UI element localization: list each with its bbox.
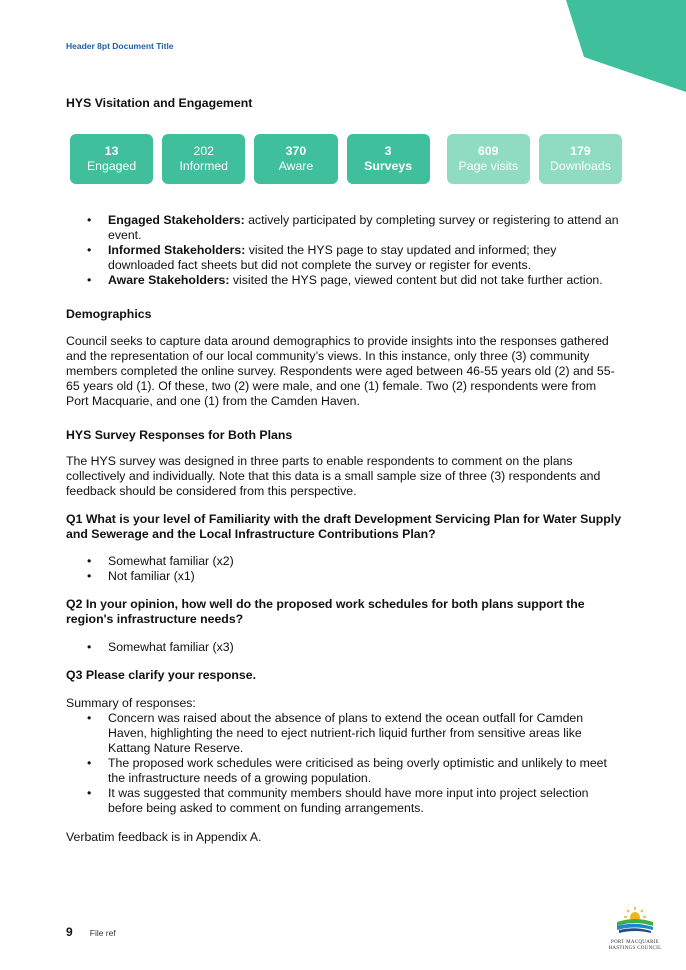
stat-value: 3 <box>384 144 392 158</box>
stat-value: 202 <box>193 144 215 158</box>
definition-text: actively participated by completing survey or registering to attend an event. <box>108 213 619 242</box>
list-item: • It was suggested that community members should have more input into project selection before being asked to comment on funding arrangements. <box>108 786 622 816</box>
visitation-heading: HYS Visitation and Engagement <box>66 96 253 110</box>
list-item: • Not familiar (x1) <box>108 569 622 584</box>
file-ref: File ref <box>89 928 116 938</box>
council-logo <box>598 905 672 952</box>
stat-value: 179 <box>570 144 591 158</box>
list-item <box>108 243 622 273</box>
q1-question: Q1 What is your level of Familiarity with the draft Development Servicing Plan for Water Supply and Sewerage and the Local Infrastructure Contributions Plan? <box>66 512 622 541</box>
q1-answers <box>66 554 622 584</box>
corner-decoration <box>566 0 686 92</box>
demographics-body: Council seeks to capture data around demographics to provide insights into the responses gathered and the representation of our local community’s views. In this instance, only three (3) community members completed the online survey. Respondents were aged between 46-55 years old (2) and 55-65 years old (1). Of these, two (2) were male, and one (1) female. Two (2) respondents were from Port Macquarie, and one (1) from the Camden Haven. <box>66 334 615 408</box>
stat-tile-aware <box>254 134 337 184</box>
logo-text-line2: HASTINGS COUNCIL <box>608 946 662 951</box>
q2-answers <box>66 640 622 655</box>
definition-term: Engaged Stakeholders: <box>108 213 245 227</box>
stat-tile-surveys <box>347 134 430 184</box>
stat-label: Engaged <box>86 159 137 173</box>
list-item: • Concern was raised about the absence of plans to extend the ocean outfall for Camden Haven, highlighting the need to eject nutrient-rich liquid further from sensitive areas like Kattang Nature Reserve. <box>108 711 622 756</box>
stat-tile-engaged <box>70 134 153 184</box>
stat-label: Aware <box>278 159 314 173</box>
survey-heading: HYS Survey Responses for Both Plans <box>66 428 293 442</box>
demographics-heading: Demographics <box>66 307 152 321</box>
stat-tile-informed <box>162 134 245 184</box>
stat-tile-page-visits <box>447 134 530 184</box>
stakeholder-definitions <box>66 213 622 288</box>
definition-text: visited the HYS page, viewed content but did not take further action. <box>229 273 603 287</box>
q3-question: Q3 Please clarify your response. <box>66 668 257 682</box>
survey-intro: The HYS survey was designed in three parts to enable respondents to comment on the plans collectively and individually. Note that this data is a small sample size of three (3) respondents and feedback should be considered from this perspective. <box>66 454 601 498</box>
q3-summary-label: Summary of responses: <box>66 696 196 710</box>
q3-answers <box>66 711 622 816</box>
stat-value: 370 <box>285 144 307 158</box>
list-item: • The proposed work schedules were criticised as being overly optimistic and unlikely to meet the infrastructure needs of a growing population. <box>108 756 622 786</box>
q2-question: Q2 In your opinion, how well do the proposed work schedules for both plans support the region's infrastructure needs? <box>66 597 585 626</box>
page-number: 9 <box>66 925 73 939</box>
logo-text-line1: PORT MACQUARIE <box>610 940 660 945</box>
document-header-title: Header 8pt Document Title <box>66 41 174 51</box>
definition-term: Informed Stakeholders: <box>108 243 246 257</box>
list-item <box>108 213 622 243</box>
council-logo-icon <box>614 905 656 935</box>
list-item: • Somewhat familiar (x2) <box>108 554 622 569</box>
stat-label: Informed <box>179 159 229 173</box>
stat-label: Page visits <box>458 159 518 173</box>
stats-row <box>70 134 622 184</box>
stat-label: Surveys <box>364 159 413 173</box>
definition-text: visited the HYS page to stay updated and informed; they downloaded fact sheets but did not complete the survey or register for events. <box>108 243 557 272</box>
stat-label: Downloads <box>550 159 611 173</box>
page-content <box>66 96 622 845</box>
stat-value: 13 <box>104 144 119 158</box>
definition-term: Aware Stakeholders: <box>108 273 230 287</box>
list-item <box>108 273 622 288</box>
stat-tile-downloads <box>539 134 622 184</box>
closing-note: Verbatim feedback is in Appendix A. <box>66 830 262 844</box>
list-item: • Somewhat familiar (x3) <box>108 640 622 655</box>
stat-value: 609 <box>478 144 499 158</box>
footer <box>66 925 116 939</box>
